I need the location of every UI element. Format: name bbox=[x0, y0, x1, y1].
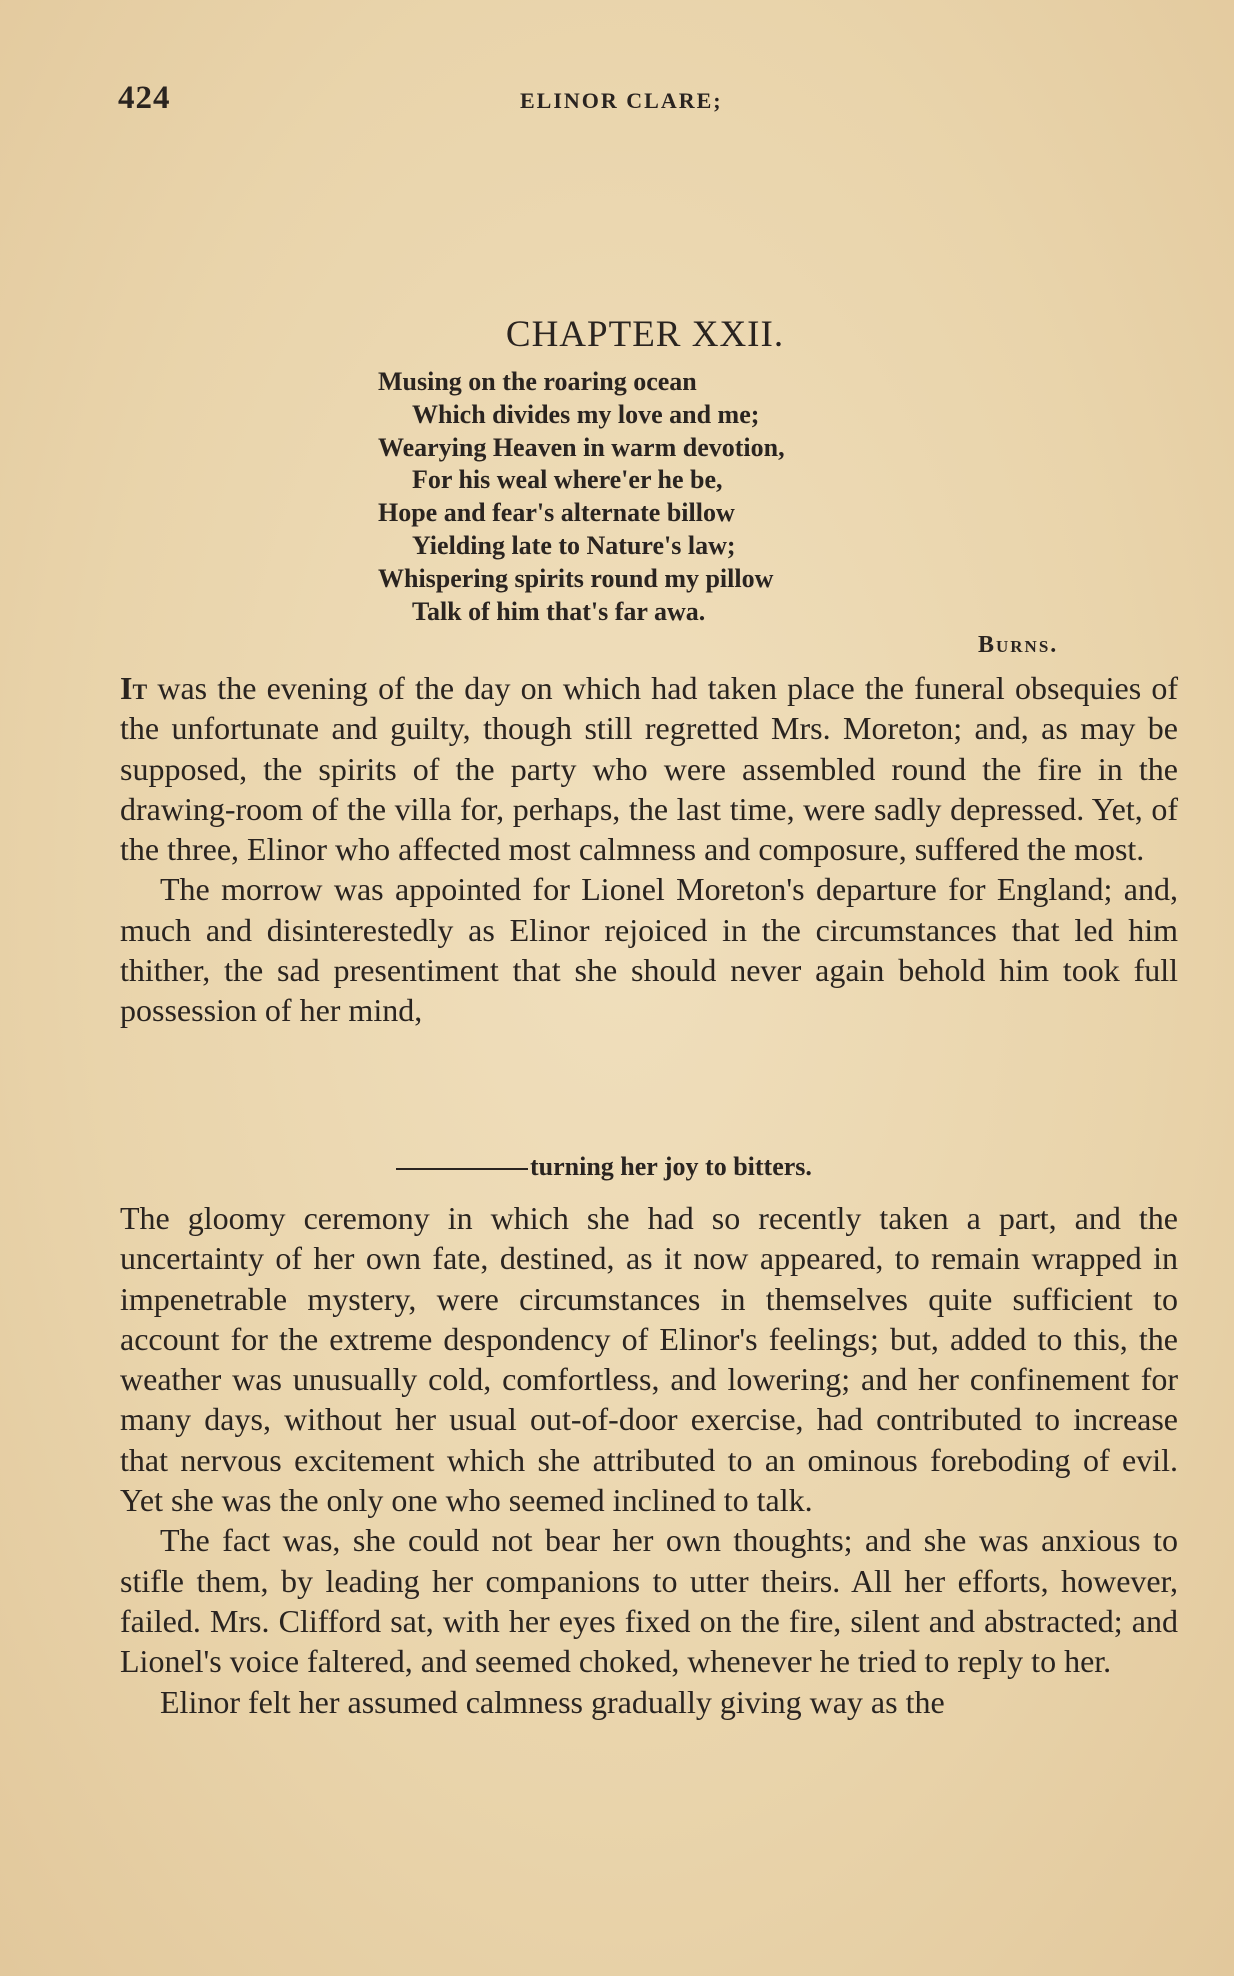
epigraph bbox=[378, 366, 785, 628]
epigraph-line: Wearying Heaven in warm devotion, bbox=[378, 432, 785, 462]
epigraph-line: Whispering spirits round my pillow bbox=[378, 563, 774, 593]
epigraph-line: Musing on the roaring ocean bbox=[378, 367, 697, 396]
paragraph-text: was the evening of the day on which had taken place the funeral obsequies of the unfortunate and guilty, though still regretted Mrs. Moreton; and, as may be supposed, the spirits of the party who were assembled round the fire in the drawing-room of the villa for, perhaps, the last time, were sadly depressed. Yet, of the three, Elinor who affected most calmness and composure, suffered the most. bbox=[120, 670, 1178, 868]
quote-dash bbox=[396, 1168, 528, 1170]
paragraph: Elinor felt her assumed calmness gradually giving way as the bbox=[160, 1683, 945, 1720]
paragraph: The fact was, she could not bear her own thoughts; and she was anxious to stifle them, by leading her companions to utter theirs. All her efforts, however, failed. Mrs. Clifford sat, with her eyes fixed on the fire, silent and abstracted; and Lionel's voice faltered, and seemed choked, whenever he tried to reply to her. bbox=[120, 1522, 1178, 1680]
epigraph-line: Yielding late to Nature's law; bbox=[412, 530, 736, 560]
epigraph-attribution: Burns. bbox=[978, 632, 1059, 658]
epigraph-line: Hope and fear's alternate billow bbox=[378, 498, 735, 528]
paragraph-lead-word: It bbox=[120, 670, 148, 706]
chapter-title: CHAPTER XXII. bbox=[505, 314, 785, 355]
body-text-block bbox=[120, 668, 1178, 1031]
paragraph: The morrow was appointed for Lionel Moreton's departure for England; and, much and disinterestedly as Elinor rejoiced in the circumstances that led him thither, the sad presentiment that she should never again behold him took full possession of her mind, bbox=[120, 871, 1178, 1029]
running-title: ELINOR CLARE; bbox=[520, 88, 723, 113]
quote-text: turning her joy to bitters. bbox=[530, 1152, 812, 1181]
page-number: 424 bbox=[118, 80, 171, 116]
epigraph-line: Which divides my love and me; bbox=[412, 399, 760, 429]
paragraph: The gloomy ceremony in which she had so recently taken a part, and the uncertainty of her own fate, destined, as it now appeared, to remain wrapped in impenetrable mystery, were circumstances in themselves quite sufficient to account for the extreme despondency of Elinor's feelings; but, added to this, the weather was unusually cold, comfortless, and lowering; and her confinement for many days, without her usual out-of-door exercise, had contributed to increase that nervous excitement which she attributed to an ominous foreboding of evil. Yet she was the only one who seemed inclined to talk. bbox=[120, 1200, 1178, 1519]
epigraph-line: For his weal where'er he be, bbox=[412, 465, 723, 495]
body-text-block bbox=[120, 1198, 1178, 1722]
inline-quotation bbox=[396, 1152, 812, 1182]
paragraph bbox=[120, 668, 1178, 869]
epigraph-line: Talk of him that's far awa. bbox=[412, 596, 706, 626]
running-head bbox=[118, 80, 1178, 120]
